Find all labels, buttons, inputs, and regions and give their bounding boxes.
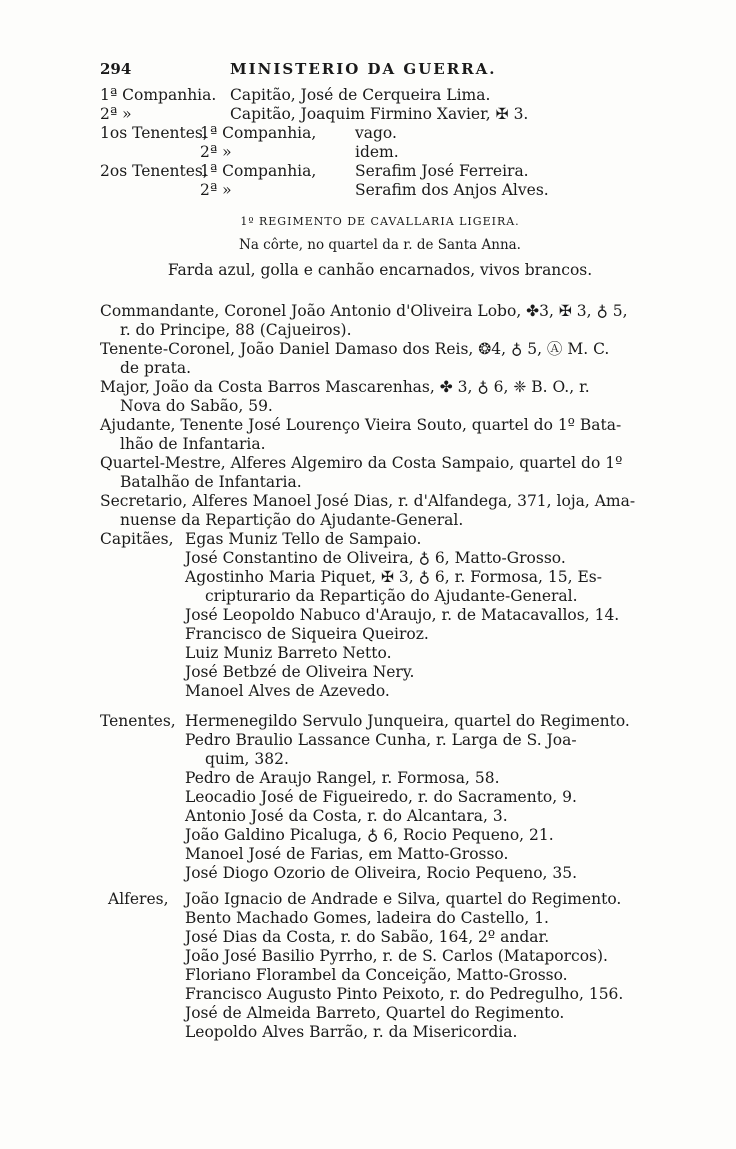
regiment-heading-block — [100, 212, 660, 282]
tenente-line: Tenentes, Hermenegildo Servulo Junqueira, quartel do Regimento. — [100, 712, 630, 730]
capitao-line: José Constantino de Oliveira, ♁ 6, Matto-Grosso. — [185, 549, 566, 567]
company-row: 1ª Companhia. Capitão, José de Cerqueira Lima. — [100, 86, 491, 104]
alferes-section — [100, 890, 680, 1042]
alferes-line: José Dias da Costa, r. do Sabão, 164, 2º andar. — [185, 928, 550, 946]
officer-line: Secretario, Alferes Manoel José Dias, r. d'Alfandega, 371, loja, Ama- — [100, 492, 636, 510]
capitao-line: Agostinho Maria Piquet, ✠ 3, ♁ 6, r. Formosa, 15, Es- — [185, 568, 602, 586]
companies-section — [100, 86, 680, 124]
alferes-line: Bento Machado Gomes, ladeira do Castello, 1. — [185, 909, 549, 927]
tenente-line: José Diogo Ozorio de Oliveira, Rocio Pequeno, 35. — [185, 864, 578, 882]
officers-section — [100, 302, 680, 530]
officer-line: Quartel-Mestre, Alferes Algemiro da Costa Sampaio, quartel do 1º — [100, 454, 623, 472]
officer-line: Commandante, Coronel João Antonio d'Oliveira Lobo, ✤3, ✠ 3, ♁ 5, — [100, 302, 628, 320]
alferes-line: Leopoldo Alves Barrão, r. da Misericordia. — [185, 1023, 518, 1041]
officer-line: Nova do Sabão, 59. — [120, 397, 273, 415]
page-number: 294 — [100, 60, 132, 78]
capitao-line: Capitães, Egas Muniz Tello de Sampaio. — [100, 530, 422, 548]
tenente-line: Pedro de Araujo Rangel, r. Formosa, 58. — [185, 769, 500, 787]
alferes-line: João José Basilio Pyrrho, r. de S. Carlos (Mataporcos). — [185, 947, 608, 965]
tenentes-1-section — [100, 124, 680, 162]
capitao-line: Francisco de Siqueira Queiroz. — [185, 625, 429, 643]
tenente-row: 2ª » Serafim dos Anjos Alves. — [200, 181, 549, 199]
capitao-line: Manoel Alves de Azevedo. — [185, 682, 390, 700]
tenente-line: Pedro Braulio Lassance Cunha, r. Larga de S. Joa- — [185, 731, 577, 749]
page-title: MINISTERIO DA GUERRA. — [230, 60, 497, 78]
tenentes-2-section — [100, 162, 680, 200]
capitao-line: Luiz Muniz Barreto Netto. — [185, 644, 392, 662]
tenente-line: Antonio José da Costa, r. do Alcantara, 3. — [185, 807, 508, 825]
tenentes-section — [100, 712, 680, 883]
tenente-line: Manoel José de Farias, em Matto-Grosso. — [185, 845, 509, 863]
capitaes-section — [100, 530, 680, 701]
alferes-line: Floriano Florambel da Conceição, Matto-Grosso. — [185, 966, 568, 984]
officer-line: nuense da Repartição do Ajudante-General. — [120, 511, 464, 529]
capitao-line: cripturario da Repartição do Ajudante-General. — [205, 587, 578, 605]
regiment-heading: 1º REGIMENTO DE CAVALLARIA LIGEIRA. — [240, 215, 520, 228]
officer-line: Major, João da Costa Barros Mascarenhas, ✤ 3, ♁ 6, ❈ B. O., r. — [100, 378, 590, 396]
tenente-row: 1os Tenentes, 1ª Companhia, vago. — [100, 124, 397, 142]
capitaes-label: Capitães, — [100, 530, 174, 548]
tenente-row: 2os Tenentes, 1ª Companhia, Serafim José Ferreira. — [100, 162, 529, 180]
officer-line: r. do Principe, 88 (Cajueiros). — [120, 321, 352, 339]
officer-line: Tenente-Coronel, João Daniel Damaso dos Reis, ❂4, ♁ 5, Ⓐ M. C. — [100, 340, 610, 358]
alferes-line: Alferes, João Ignacio de Andrade e Silva, quartel do Regimento. — [108, 890, 622, 908]
regiment-uniform: Farda azul, golla e canhão encarnados, vivos brancos. — [167, 261, 593, 279]
officer-line: lhão de Infantaria. — [120, 435, 266, 453]
tenentes-label: Tenentes, — [100, 712, 176, 730]
alferes-label: Alferes, — [108, 890, 169, 908]
alferes-line: Francisco Augusto Pinto Peixoto, r. do Pedregulho, 156. — [185, 985, 624, 1003]
tenente-line: quim, 382. — [205, 750, 289, 768]
regiment-location: Na côrte, no quartel da r. de Santa Anna. — [239, 237, 521, 253]
officer-line: Ajudante, Tenente José Lourenço Vieira Souto, quartel do 1º Bata- — [100, 416, 622, 434]
capitao-line: José Betbzé de Oliveira Nery. — [185, 663, 415, 681]
officer-line: de prata. — [120, 359, 191, 377]
page-header — [100, 60, 660, 82]
tenente-row: 2ª » idem. — [200, 143, 399, 161]
tenente-line: João Galdino Picaluga, ♁ 6, Rocio Pequeno, 21. — [185, 826, 554, 844]
capitao-line: José Leopoldo Nabuco d'Araujo, r. de Matacavallos, 14. — [185, 606, 620, 624]
tenente-line: Leocadio José de Figueiredo, r. do Sacramento, 9. — [185, 788, 577, 806]
company-row: 2ª » Capitão, Joaquim Firmino Xavier, ✠ 3. — [100, 105, 529, 123]
alferes-line: José de Almeida Barreto, Quartel do Regimento. — [185, 1004, 565, 1022]
officer-line: Batalhão de Infantaria. — [120, 473, 302, 491]
